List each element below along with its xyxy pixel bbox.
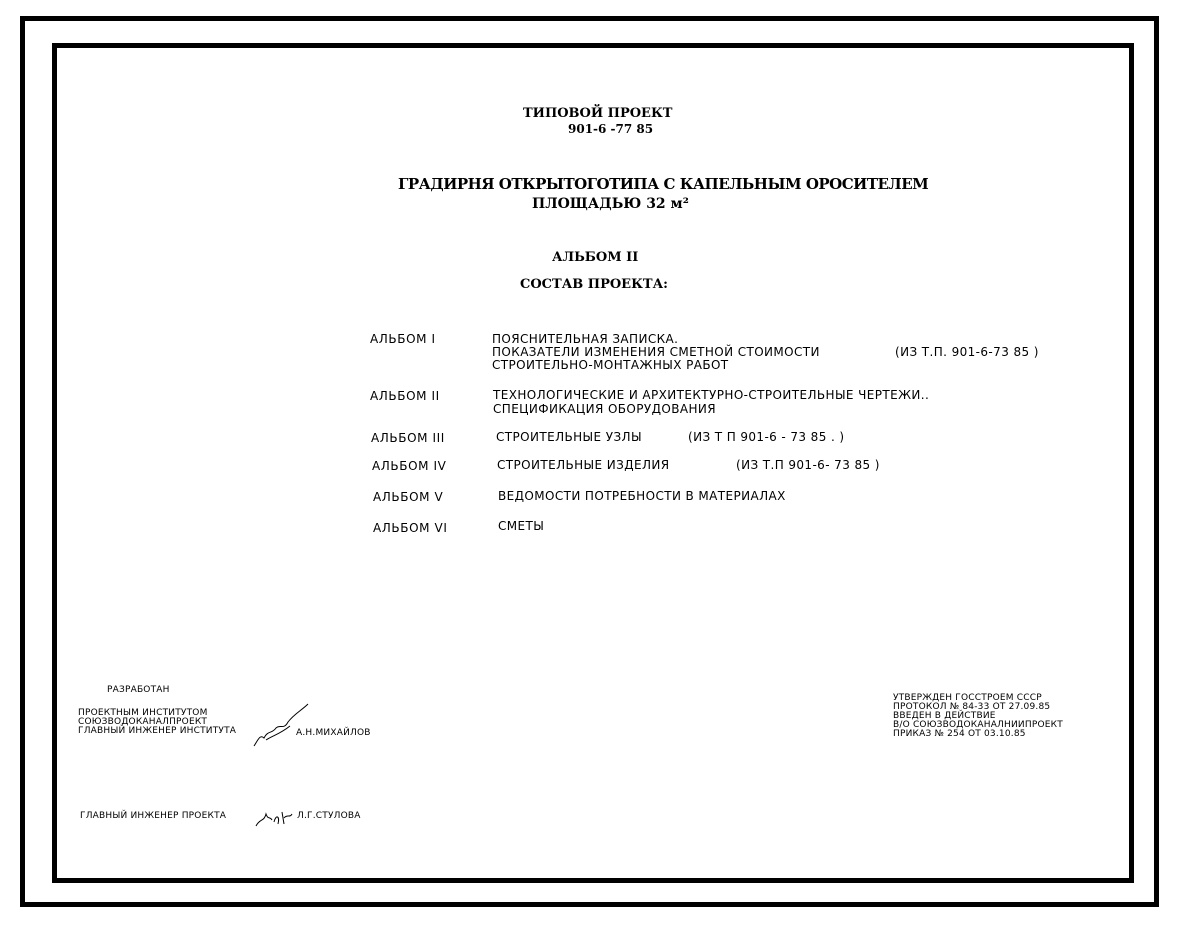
chief-engineer-signature — [250, 700, 312, 752]
album-1-ref: (ИЗ Т.П. 901-6-73 85 ) — [895, 345, 1039, 359]
approval-line5: ПРИКАЗ № 254 ОТ 03.10.85 — [893, 729, 1026, 739]
album-3-ref: (ИЗ Т П 901-6 - 73 85 . ) — [688, 430, 845, 444]
composition-heading: СОСТАВ ПРОЕКТА: — [520, 277, 668, 292]
approval-line2: ПРОТОКОЛ № 84-33 ОТ 27.09.85 — [893, 702, 1051, 712]
album-2-label: АЛЬБОМ II — [370, 389, 440, 403]
album-4-line1: СТРОИТЕЛЬНЫЕ ИЗДЕЛИЯ — [497, 458, 670, 472]
project-engineer-name: Л.Г.СТУЛОВА — [297, 811, 361, 821]
approval-line1: УТВЕРЖДЕН ГОССТРОЕМ СССР — [893, 693, 1042, 703]
album-3-line1: СТРОИТЕЛЬНЫЕ УЗЛЫ — [496, 430, 642, 444]
project-name-line2: ПЛОЩАДЬЮ 32 м² — [532, 196, 689, 212]
album-1-line3: СТРОИТЕЛЬНО-МОНТАЖНЫХ РАБОТ — [492, 358, 729, 372]
album-heading: АЛЬБОМ II — [552, 250, 639, 265]
album-2-line1: ТЕХНОЛОГИЧЕСКИЕ И АРХИТЕКТУРНО-СТРОИТЕЛЬНЫЕ ЧЕРТЕЖИ.. — [493, 388, 930, 402]
album-1-label: АЛЬБОМ I — [370, 332, 436, 346]
developer-line3: ГЛАВНЫЙ ИНЖЕНЕР ИНСТИТУТА — [78, 726, 237, 736]
album-5-line1: ВЕДОМОСТИ ПОТРЕБНОСТИ В МАТЕРИАЛАХ — [498, 489, 786, 503]
album-1-line1: ПОЯСНИТЕЛЬНАЯ ЗАПИСКА. — [492, 332, 679, 346]
album-6-line1: СМЕТЫ — [498, 519, 545, 533]
developer-line1: ПРОЕКТНЫМ ИНСТИТУТОМ — [78, 708, 208, 718]
project-number: 901-6 -77 85 — [568, 122, 654, 136]
project-engineer-label: ГЛАВНЫЙ ИНЖЕНЕР ПРОЕКТА — [80, 811, 227, 821]
project-engineer-signature — [254, 806, 294, 830]
album-5-label: АЛЬБОМ V — [373, 490, 444, 504]
album-3-label: АЛЬБОМ III — [371, 431, 445, 445]
developer-heading: РАЗРАБОТАН — [107, 685, 170, 695]
approval-line4: В/О СОЮЗВОДОКАНАЛНИИПРОЕКТ — [893, 720, 1063, 730]
document-title: ТИПОВОЙ ПРОЕКТ — [523, 106, 673, 121]
album-6-label: АЛЬБОМ VI — [373, 521, 448, 535]
chief-engineer-name: А.Н.МИХАЙЛОВ — [296, 728, 371, 738]
album-4-label: АЛЬБОМ IV — [372, 459, 447, 473]
album-4-ref: (ИЗ Т.П 901-6- 73 85 ) — [736, 458, 880, 472]
album-2-line2: СПЕЦИФИКАЦИЯ ОБОРУДОВАНИЯ — [493, 402, 717, 416]
album-1-line2: ПОКАЗАТЕЛИ ИЗМЕНЕНИЯ СМЕТНОЙ СТОИМОСТИ — [492, 345, 820, 359]
project-name-line1: ГРАДИРНЯ ОТКРЫТОГОТИПА С КАПЕЛЬНЫМ ОРОСИТЕЛЕМ — [398, 175, 929, 193]
developer-line2: СОЮЗВОДОКАНАЛПРОЕКТ — [78, 717, 208, 727]
approval-line3: ВВЕДЕН В ДЕЙСТВИЕ — [893, 711, 996, 721]
